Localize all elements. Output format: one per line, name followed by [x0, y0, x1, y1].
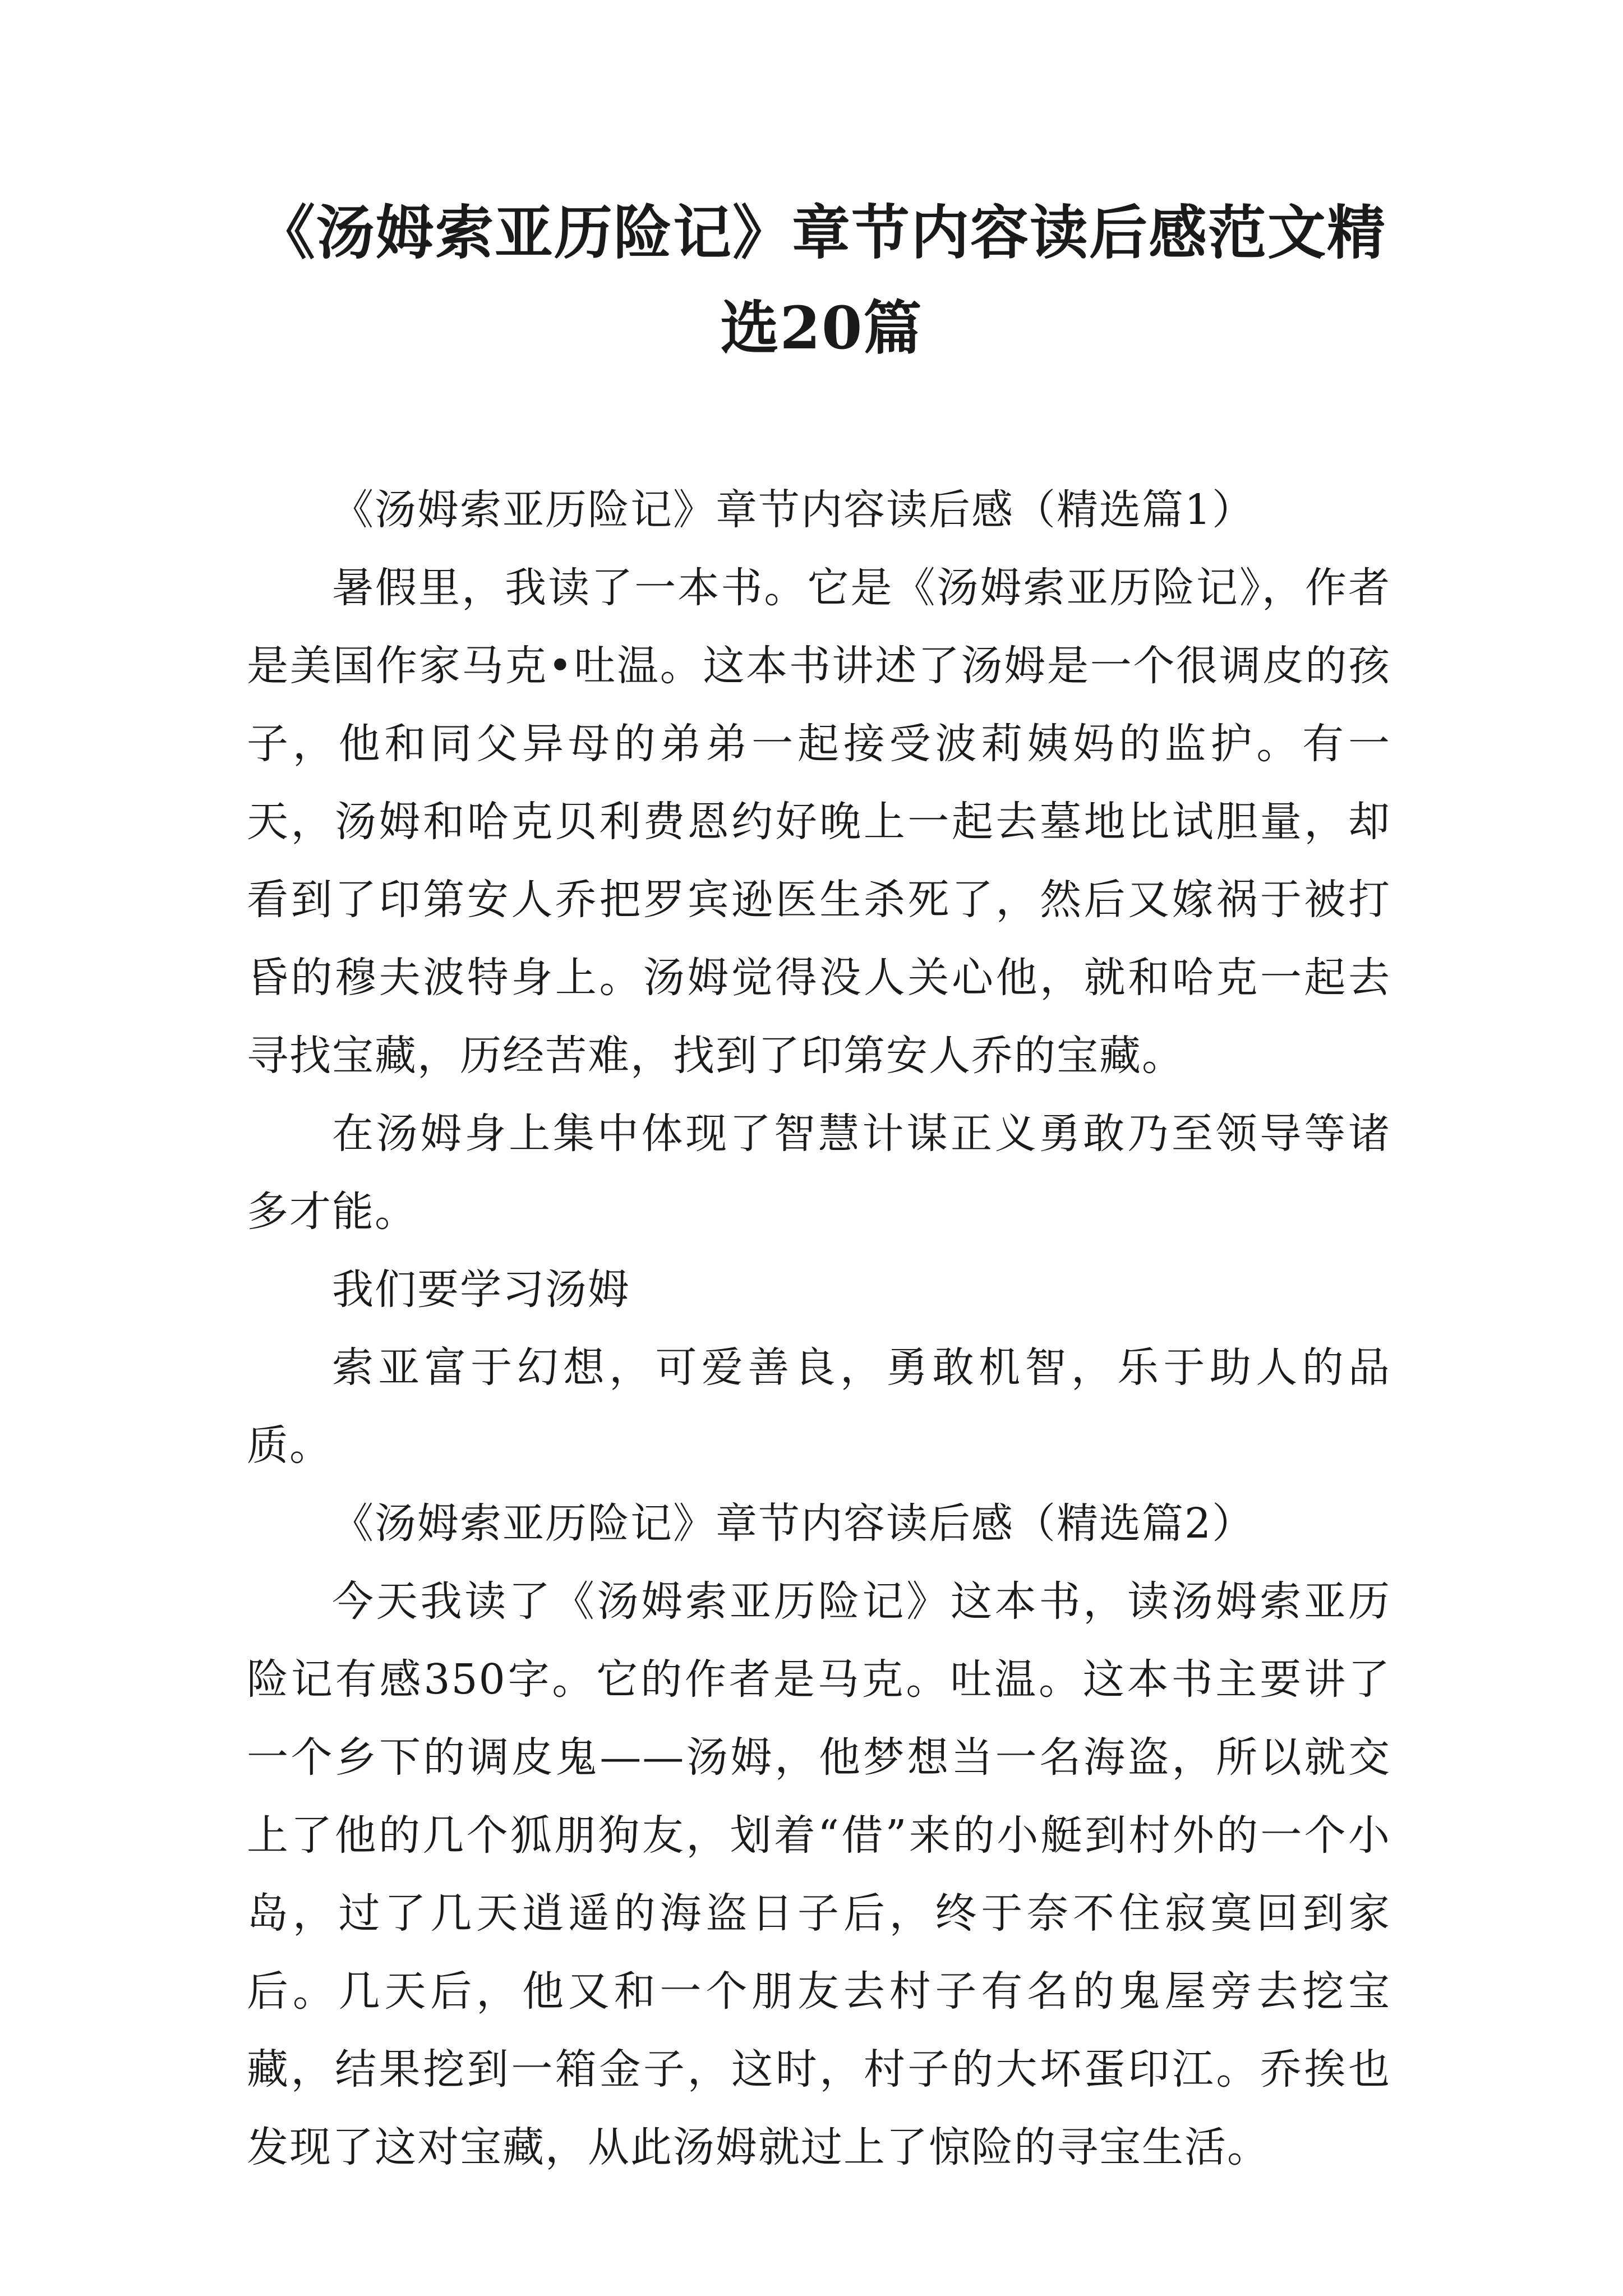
paragraph: 暑假里，我读了一本书。它是《汤姆索亚历险记》，作者是美国作家马克•吐温。这本书讲述了汤姆是一个很调皮的孩子，他和同父异母的弟弟一起接受波莉姨妈的监护。有一天，汤姆和哈克贝利费恩约好晚上一起去墓地比试胆量，却看到了印第安人乔把罗宾逊医生杀死了，然后又嫁祸于被打昏的穆夫波特身上。汤姆觉得没人关心他，就和哈克一起去寻找宝藏，历经苦难，找到了印第安人乔的宝藏。 — [247, 564, 1391, 1080]
document-title: 《汤姆索亚历险记》章节内容读后感范文精选20篇 — [256, 198, 1386, 362]
section-heading-1: 《汤姆索亚历险记》章节内容读后感（精选篇1） — [332, 486, 1255, 534]
paragraph: 今天我读了《汤姆索亚历险记》这本书，读汤姆索亚历险记有感350字。它的作者是马克。吐温。这本书主要讲了一个乡下的调皮鬼——汤姆，他梦想当一名海盗，所以就交上了他的几个狐朋狗友，划着“借”来的小艇到村外的一个小岛，过了几天逍遥的海盗日子后，终于奈不住寂寞回到家后。几天后，他又和一个朋友去村子有名的鬼屋旁去挖宝藏，结果挖到一箱金子，这时，村子的大坏蛋印江。乔挨也发现了这对宝藏，从此汤姆就过上了惊险的寻宝生活。 — [247, 1577, 1391, 2171]
paragraph: 我们要学习汤姆 — [332, 1266, 630, 1314]
paragraph: 索亚富于幻想，可爱善良，勇敢机智，乐于助人的品质。 — [247, 1343, 1391, 1470]
section-heading-2: 《汤姆索亚历险记》章节内容读后感（精选篇2） — [332, 1499, 1255, 1548]
paragraph: 在汤姆身上集中体现了智慧计谋正义勇敢乃至领导等诸多才能。 — [247, 1110, 1391, 1236]
document-body — [247, 471, 1391, 2187]
